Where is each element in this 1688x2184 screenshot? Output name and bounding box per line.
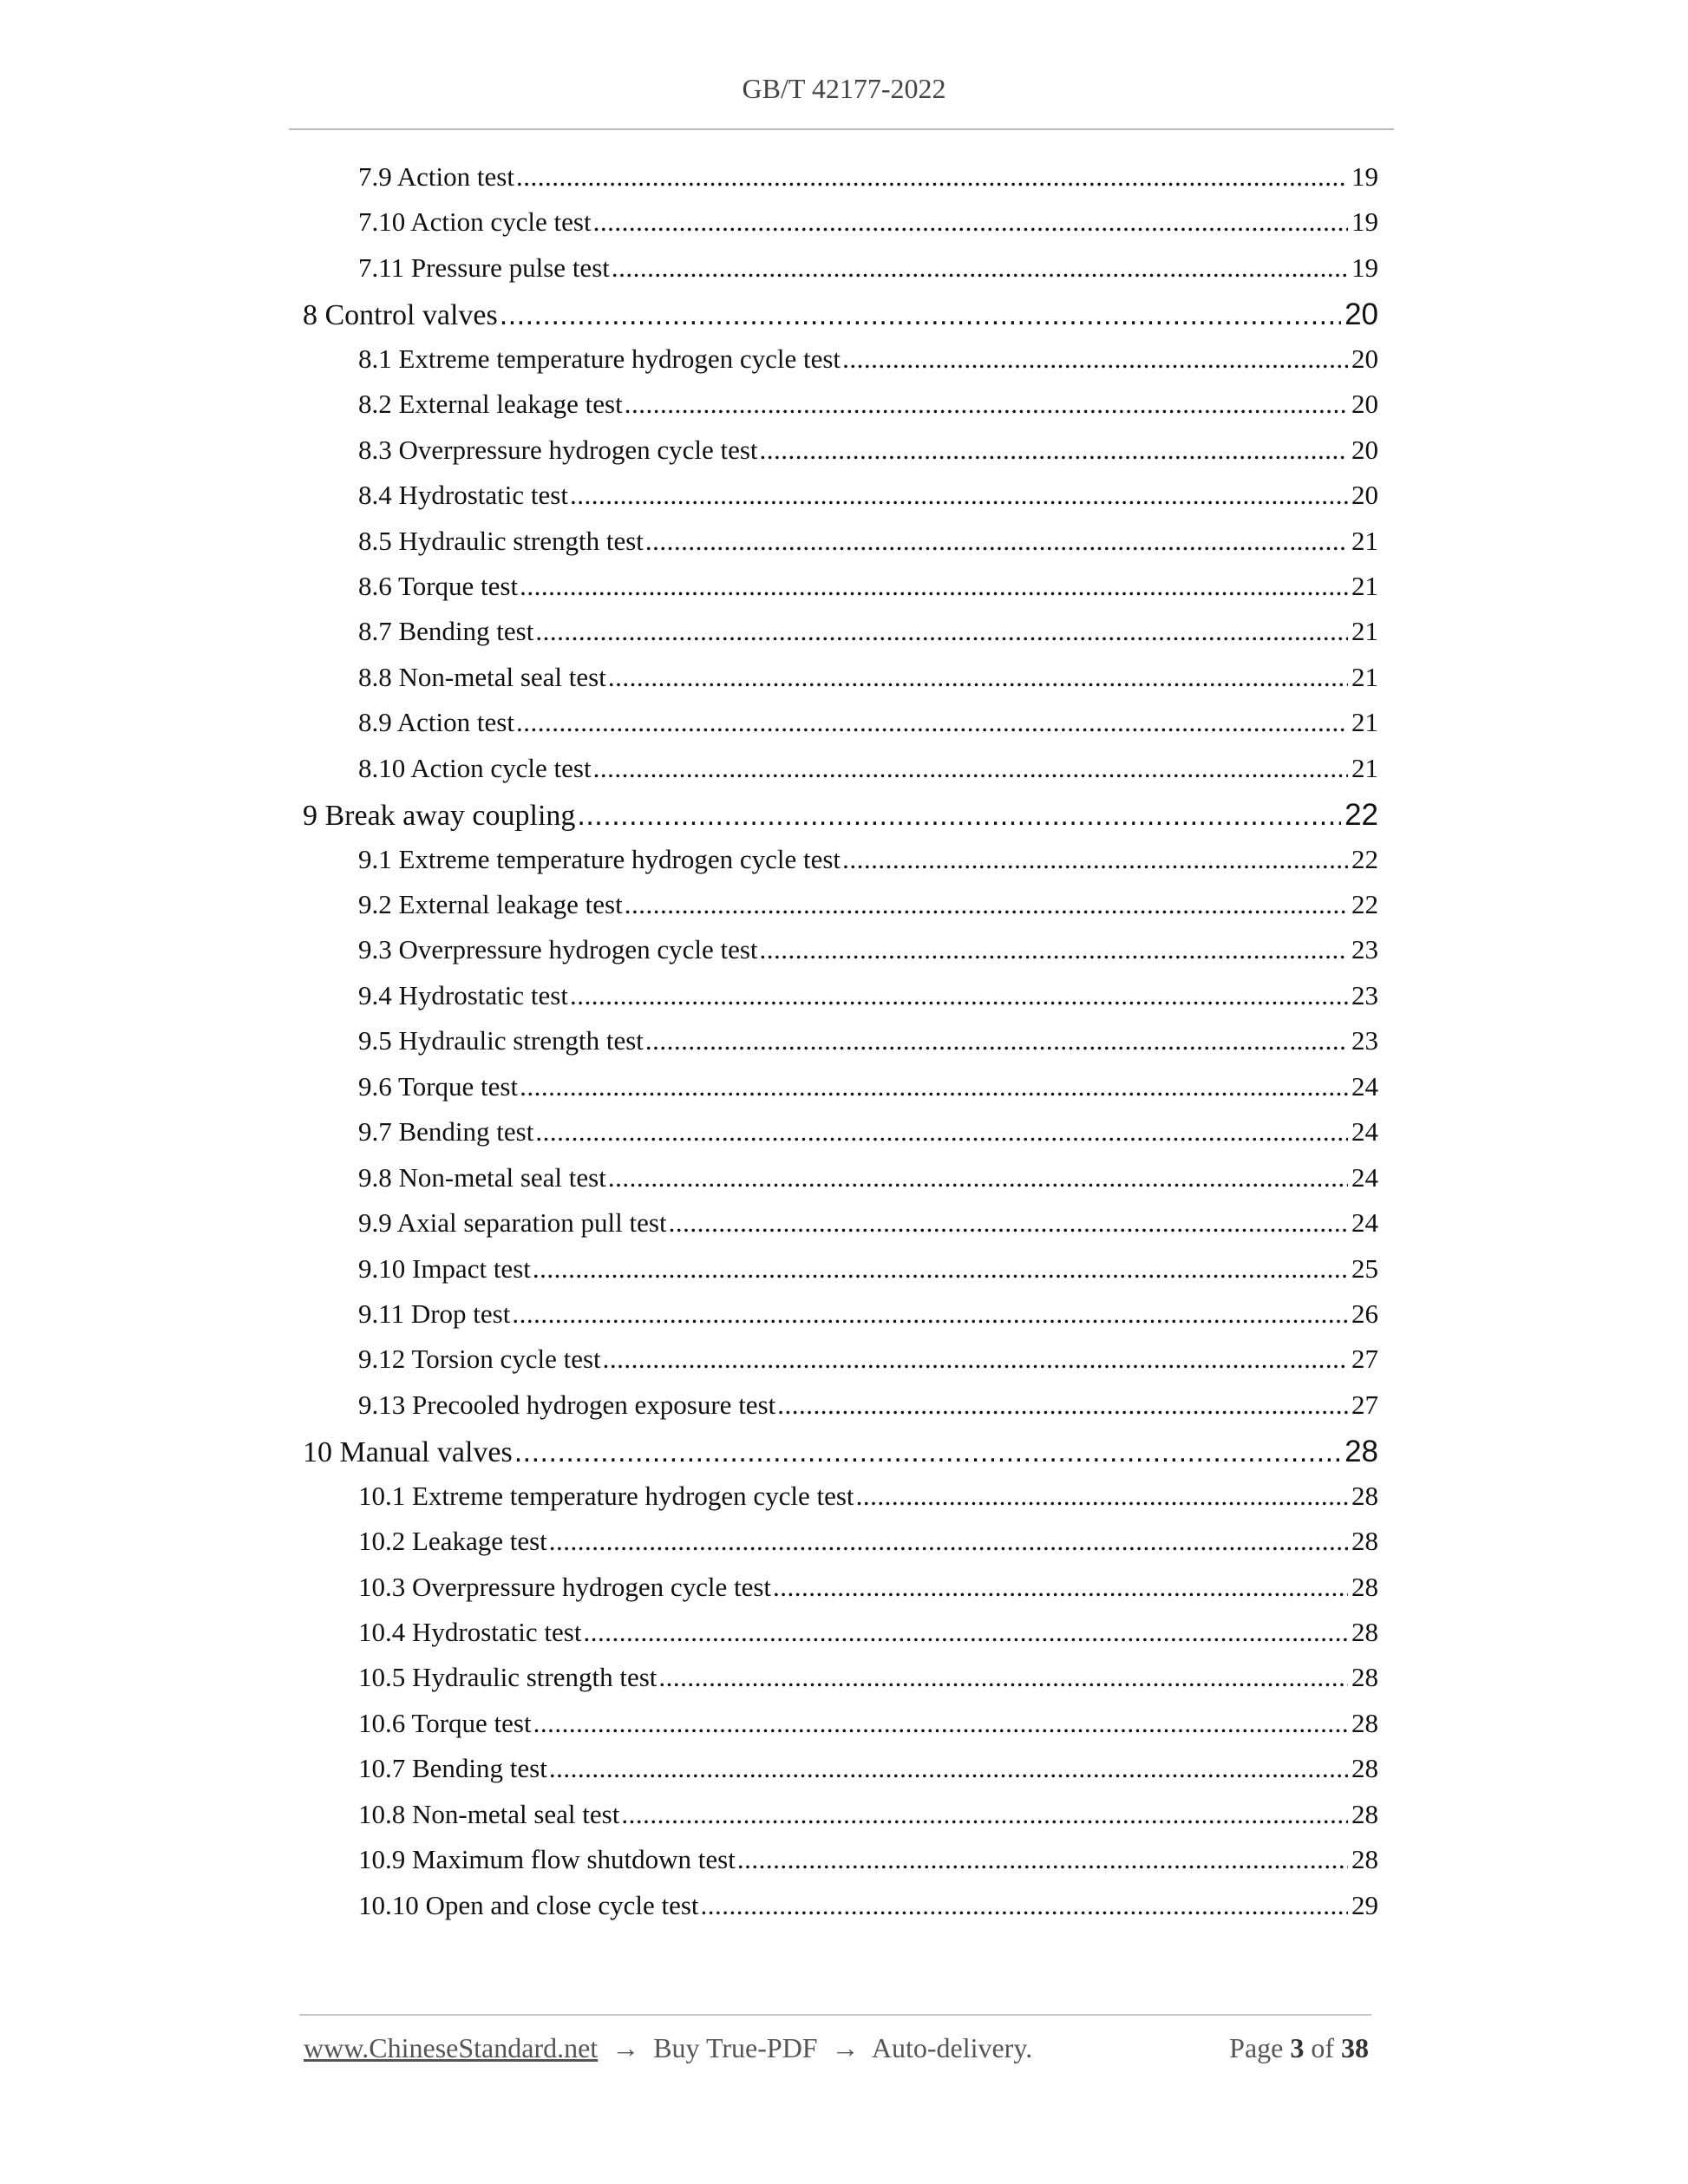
toc-entry-title: 7.9 Action test xyxy=(358,161,514,192)
dot-leader xyxy=(533,1253,1348,1285)
toc-section-entry[interactable] xyxy=(303,252,1378,298)
dot-leader xyxy=(512,1298,1348,1330)
dot-leader xyxy=(777,1390,1348,1421)
toc-section-entry[interactable] xyxy=(303,1799,1378,1844)
dot-leader xyxy=(549,1526,1348,1557)
toc-section-entry[interactable] xyxy=(303,206,1378,252)
toc-entry-page-number: 20 xyxy=(1351,480,1378,511)
toc-section-entry[interactable] xyxy=(303,1617,1378,1662)
toc-section-entry[interactable] xyxy=(303,662,1378,707)
toc-section-entry[interactable] xyxy=(303,343,1378,389)
toc-entry-title: 8.9 Action test xyxy=(358,707,514,738)
toc-entry-title: 8.1 Extreme temperature hydrogen cycle test xyxy=(358,343,841,374)
toc-entry-title: 9.2 External leakage test xyxy=(358,889,623,919)
total-page-number: 38 xyxy=(1341,2032,1369,2063)
toc-entry-title: 8.5 Hydraulic strength test xyxy=(358,525,644,556)
dot-leader xyxy=(593,206,1348,238)
dot-leader xyxy=(516,707,1348,738)
arrow-right-icon: → xyxy=(612,2032,640,2063)
toc-entry-title: 8.3 Overpressure hydrogen cycle test xyxy=(358,434,758,465)
of-word: of xyxy=(1311,2032,1334,2063)
toc-section-entry[interactable] xyxy=(303,1207,1378,1252)
toc-chapter-entry[interactable] xyxy=(303,298,1378,343)
toc-entry-page-number: 28 xyxy=(1345,1435,1378,1469)
toc-entry-title: 10.2 Leakage test xyxy=(358,1526,547,1557)
toc-section-entry[interactable] xyxy=(303,571,1378,616)
dot-leader xyxy=(577,799,1341,833)
dot-leader xyxy=(570,480,1348,511)
toc-entry-page-number: 21 xyxy=(1351,707,1378,738)
dot-leader xyxy=(608,662,1348,693)
toc-section-entry[interactable] xyxy=(303,1572,1378,1617)
dot-leader xyxy=(773,1572,1348,1603)
page-number xyxy=(1229,2032,1369,2064)
toc-entry-page-number: 22 xyxy=(1345,798,1378,833)
auto-delivery-text: Auto-delivery. xyxy=(871,2032,1033,2063)
dot-leader xyxy=(625,389,1348,420)
toc-entry-title: 8.4 Hydrostatic test xyxy=(358,480,568,511)
toc-entry-page-number: 28 xyxy=(1351,1480,1378,1511)
toc-entry-title: 9.3 Overpressure hydrogen cycle test xyxy=(358,934,758,965)
toc-entry-title: 9.6 Torque test xyxy=(358,1070,519,1102)
toc-entry-title: 10.4 Hydrostatic test xyxy=(358,1617,582,1647)
toc-entry-page-number: 23 xyxy=(1351,934,1378,965)
toc-entry-page-number: 28 xyxy=(1351,1844,1378,1875)
dot-leader xyxy=(535,1116,1348,1148)
toc-entry-page-number: 23 xyxy=(1351,1025,1378,1056)
toc-entry-title: 9.9 Axial separation pull test xyxy=(358,1207,667,1239)
toc-entry-title: 9.8 Non-metal seal test xyxy=(358,1161,606,1193)
toc-entry-page-number: 23 xyxy=(1351,979,1378,1010)
dot-leader xyxy=(612,252,1348,284)
toc-entry-page-number: 28 xyxy=(1351,1617,1378,1647)
dot-leader xyxy=(533,1708,1348,1739)
toc-entry-page-number: 28 xyxy=(1351,1526,1378,1557)
toc-entry-page-number: 21 xyxy=(1351,570,1378,601)
toc-entry-page-number: 28 xyxy=(1351,1571,1378,1602)
dot-leader xyxy=(842,343,1348,375)
toc-entry-page-number: 21 xyxy=(1351,752,1378,783)
dot-leader xyxy=(516,161,1348,193)
toc-entry-title: 10.3 Overpressure hydrogen cycle test xyxy=(358,1571,772,1602)
toc-entry-title: 8.6 Torque test xyxy=(358,570,519,601)
toc-section-entry[interactable] xyxy=(303,753,1378,798)
toc-entry-page-number: 20 xyxy=(1351,389,1378,420)
toc-section-entry[interactable] xyxy=(303,889,1378,934)
toc-section-entry[interactable] xyxy=(303,1844,1378,1889)
dot-leader xyxy=(760,934,1348,965)
toc-section-entry[interactable] xyxy=(303,1390,1378,1435)
toc-section-entry[interactable] xyxy=(303,1753,1378,1798)
dot-leader xyxy=(701,1890,1348,1921)
toc-section-entry[interactable] xyxy=(303,1298,1378,1344)
toc-entry-title: 10 Manual valves xyxy=(303,1436,513,1469)
toc-entry-page-number: 27 xyxy=(1351,1344,1378,1375)
toc-entry-title: 9 Break away coupling xyxy=(303,800,576,833)
toc-entry-title: 8.10 Action cycle test xyxy=(358,752,592,783)
dot-leader xyxy=(535,616,1348,647)
toc-section-entry[interactable] xyxy=(303,844,1378,889)
toc-entry-page-number: 19 xyxy=(1351,206,1378,238)
toc-entry-title: 10.9 Maximum flow shutdown test xyxy=(358,1844,736,1875)
toc-section-entry[interactable] xyxy=(303,980,1378,1025)
toc-section-entry[interactable] xyxy=(303,1116,1378,1161)
toc-entry-page-number: 19 xyxy=(1351,252,1378,283)
toc-entry-title: 8.7 Bending test xyxy=(358,616,534,647)
table-of-contents xyxy=(303,161,1378,1935)
toc-section-entry[interactable] xyxy=(303,1708,1378,1753)
toc-entry-title: 9.5 Hydraulic strength test xyxy=(358,1025,644,1056)
toc-section-entry[interactable] xyxy=(303,1662,1378,1707)
toc-entry-title: 10.5 Hydraulic strength test xyxy=(358,1662,658,1693)
dot-leader xyxy=(520,1071,1348,1102)
toc-entry-page-number: 28 xyxy=(1351,1753,1378,1784)
toc-entry-page-number: 21 xyxy=(1351,616,1378,647)
toc-chapter-entry[interactable] xyxy=(303,1435,1378,1480)
toc-section-entry[interactable] xyxy=(303,1025,1378,1070)
dot-leader xyxy=(570,980,1348,1011)
toc-section-entry[interactable] xyxy=(303,616,1378,661)
header-divider xyxy=(289,128,1394,130)
dot-leader xyxy=(593,753,1348,784)
toc-entry-page-number: 29 xyxy=(1351,1889,1378,1920)
toc-section-entry[interactable] xyxy=(303,1526,1378,1571)
dot-leader xyxy=(621,1799,1348,1830)
page-footer xyxy=(304,2032,1369,2064)
toc-entry-page-number: 20 xyxy=(1345,298,1378,332)
toc-entry-title: 10.7 Bending test xyxy=(358,1753,547,1784)
toc-entry-page-number: 21 xyxy=(1351,661,1378,692)
toc-section-entry[interactable] xyxy=(303,1253,1378,1298)
dot-leader xyxy=(842,844,1348,875)
dot-leader xyxy=(856,1481,1348,1512)
toc-section-entry[interactable] xyxy=(303,480,1378,525)
toc-entry-title: 9.13 Precooled hydrogen exposure test xyxy=(358,1389,776,1420)
dot-leader xyxy=(645,1025,1348,1056)
toc-entry-title: 10.6 Torque test xyxy=(358,1707,532,1738)
toc-entry-title: 7.10 Action cycle test xyxy=(358,206,592,238)
toc-entry-page-number: 24 xyxy=(1351,1207,1378,1239)
buy-true-pdf-text: Buy True-PDF xyxy=(653,2032,818,2063)
toc-entry-title: 8.2 External leakage test xyxy=(358,389,623,420)
toc-chapter-entry[interactable] xyxy=(303,798,1378,843)
toc-entry-title: 10.10 Open and close cycle test xyxy=(358,1889,699,1920)
footer-promo xyxy=(304,2032,1032,2064)
toc-section-entry[interactable] xyxy=(303,1071,1378,1116)
toc-entry-page-number: 21 xyxy=(1351,525,1378,556)
dot-leader xyxy=(737,1844,1348,1875)
footer-divider xyxy=(299,2014,1371,2016)
toc-entry-title: 10.1 Extreme temperature hydrogen cycle test xyxy=(358,1480,854,1511)
dot-leader xyxy=(520,571,1348,602)
toc-entry-page-number: 28 xyxy=(1351,1707,1378,1738)
toc-entry-title: 8.8 Non-metal seal test xyxy=(358,661,606,692)
arrow-right-icon: → xyxy=(831,2032,860,2063)
dot-leader xyxy=(669,1207,1348,1239)
toc-section-entry[interactable] xyxy=(303,526,1378,571)
toc-section-entry[interactable] xyxy=(303,1481,1378,1526)
toc-entry-page-number: 22 xyxy=(1351,843,1378,874)
toc-entry-page-number: 28 xyxy=(1351,1798,1378,1829)
document-header-title: GB/T 42177-2022 xyxy=(742,73,946,104)
toc-entry-page-number: 28 xyxy=(1351,1662,1378,1693)
toc-entry-title: 9.12 Torsion cycle test xyxy=(358,1344,601,1375)
toc-entry-page-number: 22 xyxy=(1351,889,1378,919)
dot-leader xyxy=(645,526,1348,557)
toc-entry-title: 8 Control valves xyxy=(303,299,498,332)
toc-section-entry[interactable] xyxy=(303,707,1378,752)
toc-entry-title: 9.7 Bending test xyxy=(358,1116,534,1148)
toc-entry-title: 9.10 Impact test xyxy=(358,1252,531,1284)
toc-section-entry[interactable] xyxy=(303,389,1378,434)
toc-entry-title: 9.11 Drop test xyxy=(358,1298,511,1329)
dot-leader xyxy=(603,1344,1348,1375)
toc-entry-page-number: 26 xyxy=(1351,1298,1378,1329)
toc-section-entry[interactable] xyxy=(303,161,1378,206)
toc-entry-title: 9.1 Extreme temperature hydrogen cycle test xyxy=(358,843,841,874)
dot-leader xyxy=(625,889,1348,920)
toc-section-entry[interactable] xyxy=(303,435,1378,480)
chinesestandard-link[interactable]: www.ChineseStandard.net xyxy=(304,2032,599,2063)
toc-entry-page-number: 24 xyxy=(1351,1070,1378,1102)
toc-entry-page-number: 20 xyxy=(1351,434,1378,465)
toc-section-entry[interactable] xyxy=(303,1890,1378,1935)
page-word: Page xyxy=(1229,2032,1284,2063)
toc-entry-page-number: 25 xyxy=(1351,1252,1378,1284)
dot-leader xyxy=(549,1753,1348,1784)
dot-leader xyxy=(658,1662,1348,1693)
toc-entry-title: 10.8 Non-metal seal test xyxy=(358,1798,620,1829)
toc-section-entry[interactable] xyxy=(303,1344,1378,1389)
toc-entry-title: 9.4 Hydrostatic test xyxy=(358,979,568,1010)
toc-entry-title: 7.11 Pressure pulse test xyxy=(358,252,610,283)
toc-entry-page-number: 24 xyxy=(1351,1116,1378,1148)
dot-leader xyxy=(760,435,1348,466)
dot-leader xyxy=(608,1162,1348,1193)
current-page-number: 3 xyxy=(1290,2032,1305,2063)
toc-entry-page-number: 24 xyxy=(1351,1161,1378,1193)
dot-leader xyxy=(500,298,1341,332)
toc-section-entry[interactable] xyxy=(303,1162,1378,1207)
toc-entry-page-number: 19 xyxy=(1351,161,1378,192)
toc-entry-page-number: 20 xyxy=(1351,343,1378,374)
toc-entry-page-number: 27 xyxy=(1351,1389,1378,1420)
toc-section-entry[interactable] xyxy=(303,934,1378,979)
dot-leader xyxy=(583,1617,1348,1648)
dot-leader xyxy=(514,1435,1341,1469)
